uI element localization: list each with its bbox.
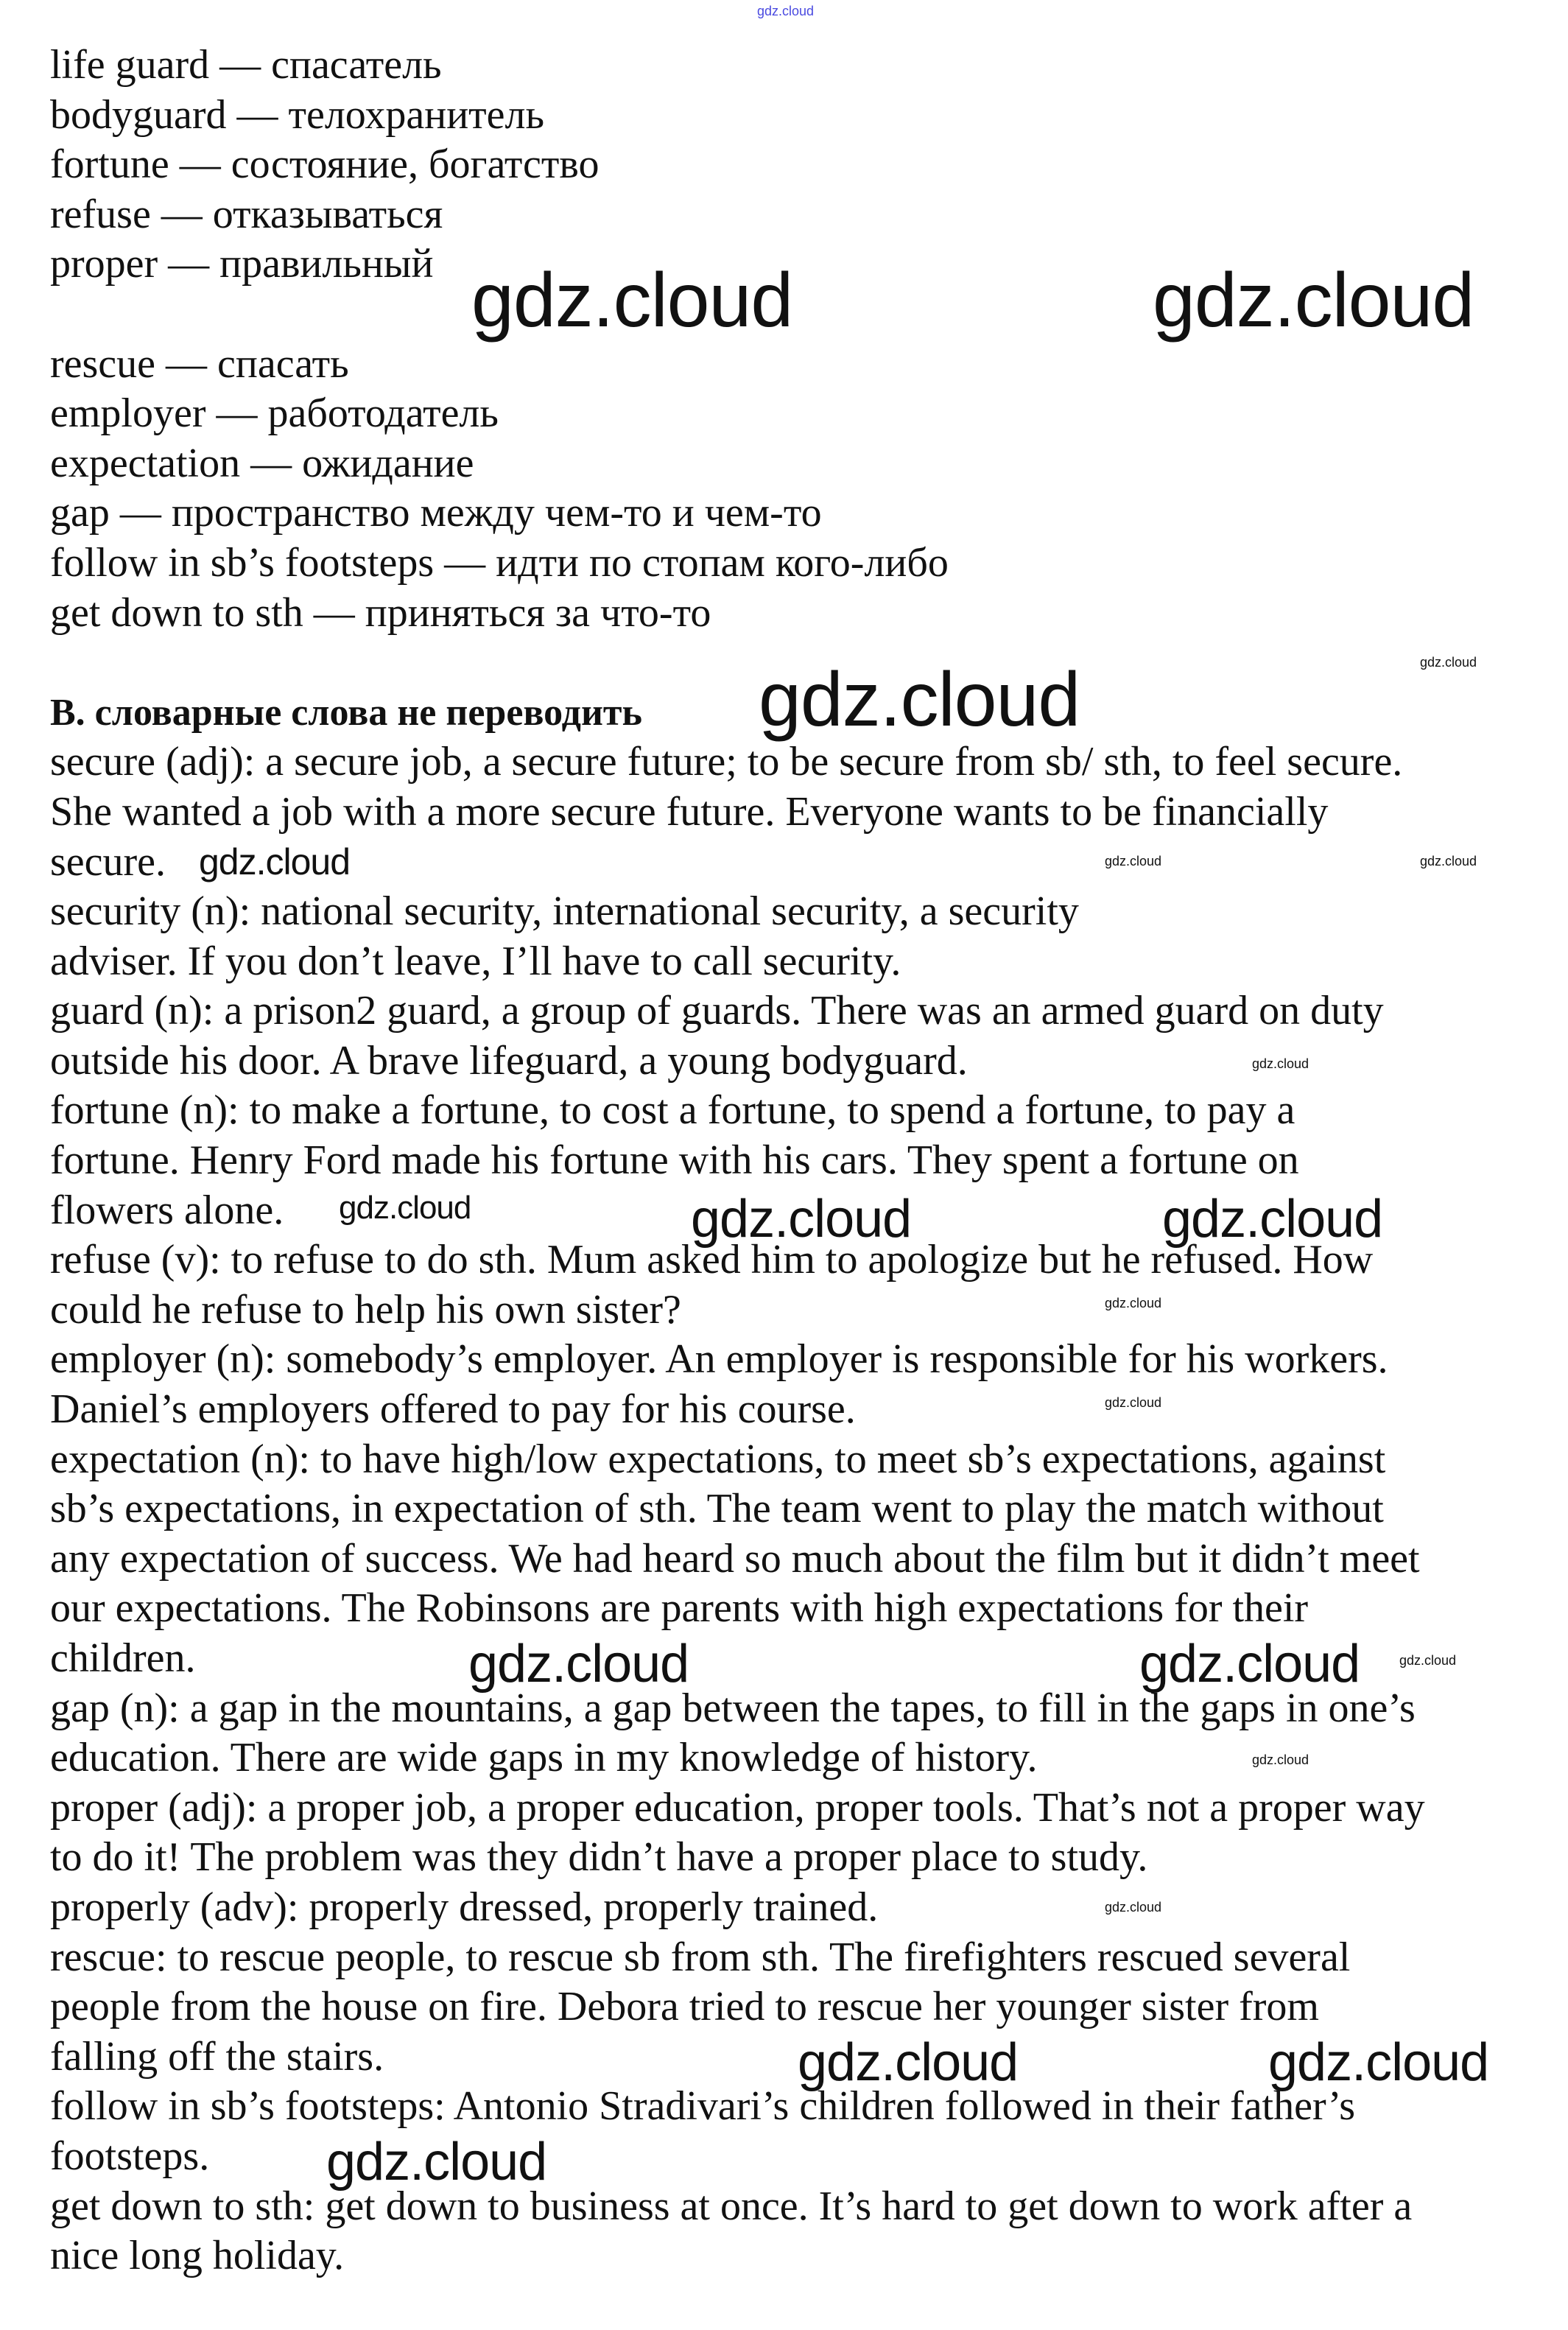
watermark: gdz.cloud xyxy=(1105,854,1162,869)
watermark: gdz.cloud xyxy=(1105,1296,1162,1310)
vocab-list-1 xyxy=(50,41,1539,290)
body-line: could he refuse to help his own sister? xyxy=(50,1286,681,1333)
watermark: gdz.cloud xyxy=(1139,1635,1360,1694)
body-line: follow in sb’s footsteps: Antonio Stradivari’s children followed in their father’s xyxy=(50,2083,1356,2130)
vocab-entry: fortune — состояние, богатство xyxy=(50,141,600,188)
vocab-entry: refuse — отказываться xyxy=(50,191,443,237)
body-line: our expectations. The Robinsons are parents with high expectations for their xyxy=(50,1585,1309,1632)
body-line: refuse (v): to refuse to do sth. Mum asked him to apologize but he refused. How xyxy=(50,1237,1374,1283)
vocab-list-2 xyxy=(50,340,1539,639)
body-line: falling off the stairs. xyxy=(50,2033,384,2080)
watermark: gdz.cloud xyxy=(471,258,793,343)
body-line: people from the house on fire. Debora tried to rescue her younger sister from xyxy=(50,1984,1319,2030)
body-line: flowers alone. xyxy=(50,1187,284,1233)
watermark: gdz.cloud xyxy=(199,841,351,882)
document xyxy=(50,41,1539,2281)
vocab-entry: expectation — ожидание xyxy=(50,440,474,486)
watermark: gdz.cloud xyxy=(1399,1653,1457,1668)
watermark: gdz.cloud xyxy=(1252,1752,1309,1767)
body-line: rescue: to rescue people, to rescue sb from sth. The firefighters rescued several xyxy=(50,1934,1351,1980)
body-line: adviser. If you don’t leave, I’ll have to call security. xyxy=(50,938,901,984)
body-line: secure (adj): a secure job, a secure future; to be secure from sb/ sth, to feel secure. xyxy=(50,739,1403,785)
body-line: footsteps. xyxy=(50,2133,210,2179)
watermark: gdz.cloud xyxy=(759,657,1080,743)
body-line: She wanted a job with a more secure future. Everyone wants to be financially xyxy=(50,788,1329,835)
body-line: fortune. Henry Ford made his fortune with his cars. They spent a fortune on xyxy=(50,1137,1299,1184)
watermark: gdz.cloud xyxy=(468,1635,689,1694)
vocab-entry: gap — пространство между чем-то и чем-то xyxy=(50,490,822,536)
body-line: gap (n): a gap in the mountains, a gap between the tapes, to fill in the gaps in one’s xyxy=(50,1685,1416,1731)
watermark: gdz.cloud xyxy=(1420,655,1477,670)
vocab-entry: proper — правильный xyxy=(50,241,434,287)
body-line: outside his door. A brave lifeguard, a young bodyguard. xyxy=(50,1037,968,1084)
body-line: employer (n): somebody’s employer. An employer is responsible for his workers. xyxy=(50,1336,1388,1383)
body-line: security (n): national security, international security, a security xyxy=(50,888,1079,935)
body-line: expectation (n): to have high/low expectations, to meet sb’s expectations, against xyxy=(50,1436,1386,1482)
body-line: sb’s expectations, in expectation of sth. The team went to play the match without xyxy=(50,1486,1384,1532)
watermark: gdz.cloud xyxy=(326,2133,547,2192)
watermark: gdz.cloud xyxy=(339,1190,471,1226)
vocab-entry: bodyguard — телохранитель xyxy=(50,91,544,138)
section-heading: B. словарные слова не переводить xyxy=(50,691,642,734)
body-line: nice long holiday. xyxy=(50,2233,345,2279)
watermark: gdz.cloud xyxy=(798,2033,1019,2092)
watermark: gdz.cloud xyxy=(1268,2033,1489,2092)
body-line: get down to sth: get down to business at once. It’s hard to get down to work after a xyxy=(50,2183,1413,2229)
body-line: proper (adj): a proper job, a proper education, proper tools. That’s not a proper way xyxy=(50,1784,1425,1831)
watermark: gdz.cloud xyxy=(1252,1056,1309,1071)
body-line: properly (adv): properly dressed, properly trained. xyxy=(50,1884,879,1930)
vocab-entry: life guard — спасатель xyxy=(50,42,442,88)
watermark: gdz.cloud xyxy=(1420,854,1477,869)
body-line: children. xyxy=(50,1635,196,1681)
body-line: fortune (n): to make a fortune, to cost a fortune, to spend a fortune, to pay a xyxy=(50,1087,1295,1134)
vocab-entry: get down to sth — приняться за что-то xyxy=(50,589,711,636)
body-line: Daniel’s employers offered to pay for his course. xyxy=(50,1386,856,1433)
body-line: education. There are wide gaps in my knowledge of history. xyxy=(50,1735,1038,1781)
body-line: guard (n): a prison2 guard, a group of guards. There was an armed guard on duty xyxy=(50,988,1384,1034)
vocab-entry: follow in sb’s footsteps — идти по стопам кого-либо xyxy=(50,539,949,586)
watermark: gdz.cloud xyxy=(1162,1190,1383,1249)
watermark: gdz.cloud xyxy=(757,4,815,18)
watermark: gdz.cloud xyxy=(1105,1395,1162,1410)
vocab-entry: employer — работодатель xyxy=(50,390,499,437)
watermark: gdz.cloud xyxy=(1153,258,1474,343)
watermark: gdz.cloud xyxy=(1105,1900,1162,1915)
watermark: gdz.cloud xyxy=(691,1190,912,1249)
body-line: any expectation of success. We had heard so much about the film but it didn’t meet xyxy=(50,1535,1420,1582)
body-line: secure. xyxy=(50,838,166,885)
vocab-entry: rescue — спасать xyxy=(50,340,349,387)
body-line: to do it! The problem was they didn’t have a proper place to study. xyxy=(50,1834,1148,1881)
